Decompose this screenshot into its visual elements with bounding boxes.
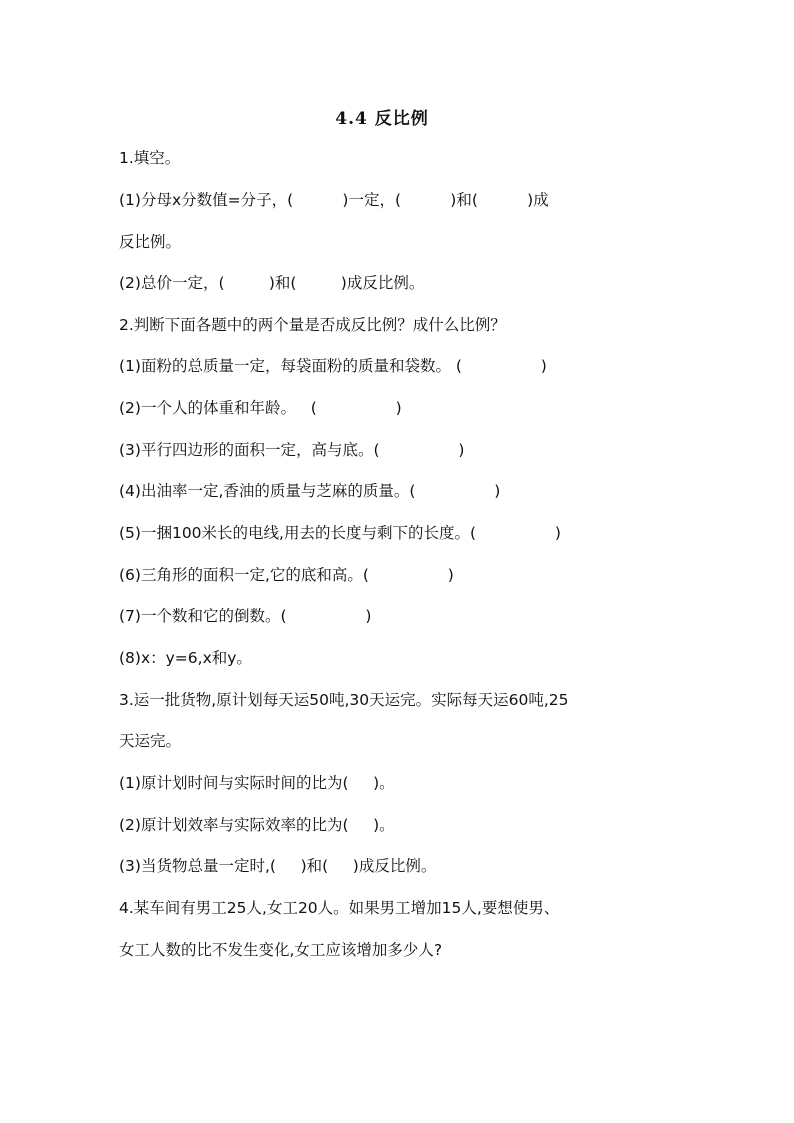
question-2-7: (7)一个数和它的倒数。( ) bbox=[119, 607, 372, 625]
question-1-1-line-2: 反比例。 bbox=[119, 233, 182, 251]
question-1-1-line-1: (1)分母x分数值=分子，( )一定，( )和( )成 bbox=[119, 191, 549, 209]
question-2-3: (3)平行四边形的面积一定，高与底。( ) bbox=[119, 441, 465, 459]
question-3-1: (1)原计划时间与实际时间的比为( )。 bbox=[119, 774, 395, 792]
question-1-2: (2)总价一定，( )和( )成反比例。 bbox=[119, 274, 425, 292]
section-3-line-2: 天运完。 bbox=[119, 732, 182, 750]
section-3-line-1: 3.运一批货物,原计划每天运50吨,30天运完。实际每天运60吨,25 bbox=[119, 691, 569, 709]
section-4-line-2: 女工人数的比不发生变化,女工应该增加多少人? bbox=[119, 941, 443, 959]
question-2-6: (6)三角形的面积一定,它的底和高。( ) bbox=[119, 566, 454, 584]
question-2-2: (2)一个人的体重和年龄。 ( ) bbox=[119, 399, 402, 417]
section-1-heading: 1.填空。 bbox=[119, 149, 181, 167]
question-2-1: (1)面粉的总质量一定，每袋面粉的质量和袋数。 ( ) bbox=[119, 357, 547, 375]
page-title: 4.4 反比例 bbox=[335, 109, 429, 129]
question-2-4: (4)出油率一定,香油的质量与芝麻的质量。( ) bbox=[119, 482, 501, 500]
question-2-8: (8)x：y=6,x和y。 bbox=[119, 649, 252, 667]
question-3-3: (3)当货物总量一定时,( )和( )成反比例。 bbox=[119, 857, 437, 875]
question-2-5: (5)一捆100米长的电线,用去的长度与剩下的长度。( ) bbox=[119, 524, 561, 542]
section-2-heading: 2.判断下面各题中的两个量是否成反比例？成什么比例？ bbox=[119, 316, 506, 334]
section-4-line-1: 4.某车间有男工25人,女工20人。如果男工增加15人,要想使男、 bbox=[119, 899, 560, 917]
question-3-2: (2)原计划效率与实际效率的比为( )。 bbox=[119, 816, 395, 834]
